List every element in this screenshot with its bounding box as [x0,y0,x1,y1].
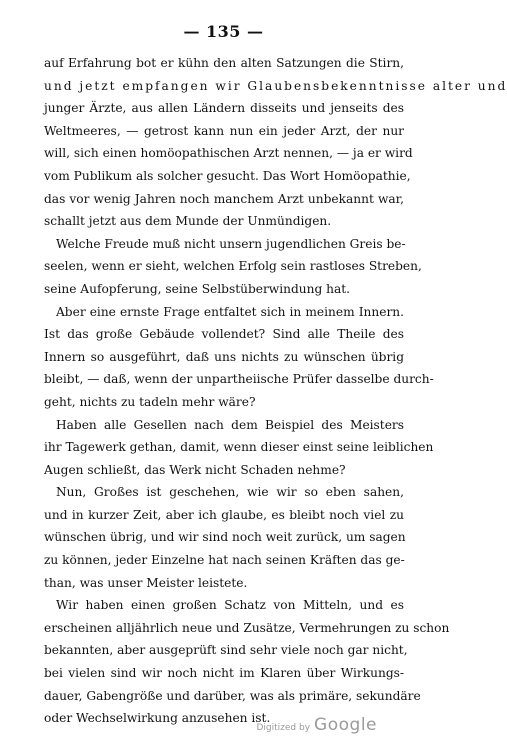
text-line: bleibt, — daß, wenn der unpartheiische Prüfer dasselbe durch- [44,372,434,387]
text-line: erscheinen alljährlich neue und Zusätze, Vermehrungen zu schon [44,620,450,635]
text-line: seine Aufopferung, seine Selbstüberwindung hat. [44,281,351,296]
text-line: junger Ärzte, aus allen Ländern disseits und jenseits des [44,101,404,116]
text-line: Welche Freude muß nicht unsern jugendlichen Greis be- [56,236,406,251]
text-line: auf Erfahrung bot er kühn den alten Satzungen die Stirn, [44,56,404,70]
text-line: vom Publikum als solcher gesucht. Das Wort Homöopathie, [44,168,411,183]
text-line: Weltmeeres, — getrost kann nun ein jeder Arzt, der nur [44,123,404,138]
text-line: Innern so ausgeführt, daß uns nichts zu wünschen übrig [44,349,404,364]
text-line: oder Wechselwirkung anzusehen ist. [44,711,271,726]
digitized-watermark [256,715,377,735]
body-text [44,52,507,730]
text-line: than, was unser Meister leistete. [44,575,248,590]
text-line: zu können, jeder Einzelne hat nach seinen Kräften das ge- [44,553,405,568]
text-line: Wir haben einen großen Schatz von Mitteln, und es [56,598,404,613]
text-line: und in kurzer Zeit, aber ich glaube, es bleibt noch viel zu [44,507,404,522]
page-number: — 135 — [183,22,264,41]
watermark-prefix: Digitized by [256,723,311,733]
text-line: dauer, Gabengröße und darüber, was als primäre, sekundäre [44,688,421,703]
text-line: bekannten, aber ausgeprüft sind sehr viele noch gar nicht, [44,643,408,658]
text-line: wünschen übrig, und wir sind noch weit zurück, um sagen [44,530,406,545]
text-line: Ist das große Gebäude vollendet? Sind alle Theile des [44,327,404,342]
google-logo: Google [314,715,377,735]
text-line: bei vielen sind wir noch nicht im Klaren über Wirkungs- [44,666,404,681]
text-line: Augen schließt, das Werk nicht Schaden nehme? [44,462,346,477]
text-line: Haben alle Gesellen nach dem Beispiel des Meisters [56,417,404,432]
text-line: geht, nichts zu tadeln mehr wäre? [44,394,256,409]
text-line: schallt jetzt aus dem Munde der Unmündigen. [44,214,332,229]
text-line: will, sich einen homöopathischen Arzt nennen, — ja er wird [44,146,413,161]
text-line: das vor wenig Jahren noch manchem Arzt unbekannt war, [44,191,404,206]
text-line: und jetzt empfangen wir Glaubensbekenntnisse alter und [44,78,507,93]
text-line: seelen, wenn er sieht, welchen Erfolg sein rastloses Streben, [44,259,422,274]
text-line: Nun, Großes ist geschehen, wie wir so eben sahen, [56,485,404,500]
text-line: ihr Tagewerk gethan, damit, wenn dieser einst seine leiblichen [44,440,434,455]
text-line: Aber eine ernste Frage entfaltet sich in meinem Innern. [56,304,404,319]
